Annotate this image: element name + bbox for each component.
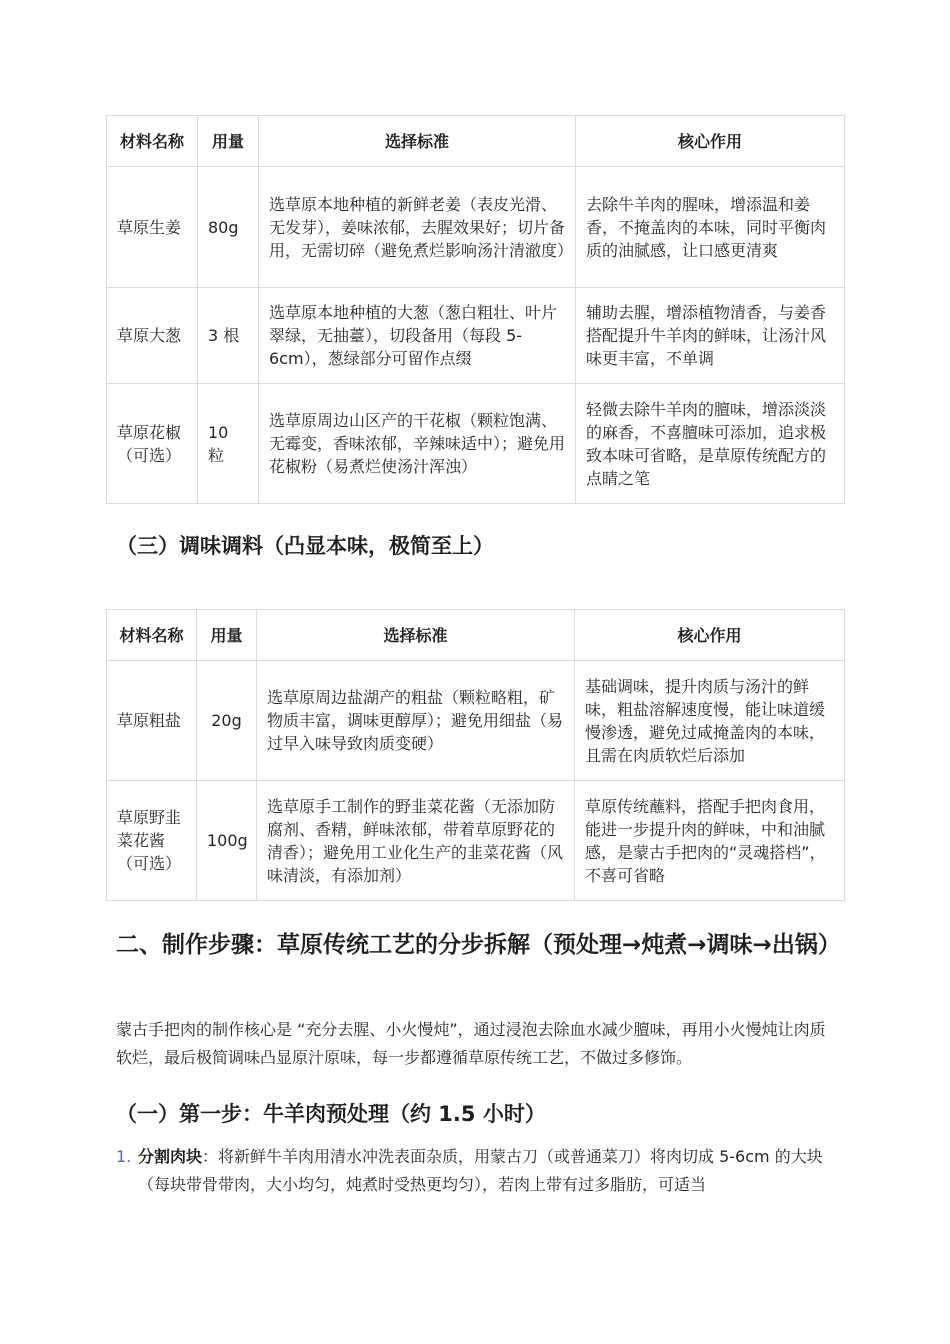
list-item-label: 分割肉块 (138, 1147, 203, 1166)
cell-name: 草原生姜 (107, 167, 198, 288)
section-heading-steps: 二、制作步骤：草原传统工艺的分步拆解（预处理→炖煮→调味→出锅） (116, 932, 841, 958)
cell-amount: 20g (197, 661, 257, 781)
list-item-text: ：将新鲜牛羊肉用清水冲洗表面杂质，用蒙古刀（或普通菜刀）将肉切成 5-6cm 的大块（每块带骨带肉，大小均匀，炖煮时受热更均匀），若肉上带有过多脂肪，可适当 (138, 1147, 823, 1194)
cell-name: 草原野韭菜花酱（可选） (107, 781, 197, 901)
list-item (116, 1143, 832, 1199)
table-row (107, 167, 845, 288)
list-item-number: 1. (116, 1147, 132, 1166)
header-role: 核心作用 (576, 116, 845, 167)
cell-role: 基础调味，提升肉质与汤汁的鲜味，粗盐溶解速度慢，能让味道缓慢渗透，避免过咸掩盖肉的本味，且需在肉质软烂后添加 (575, 661, 845, 781)
cell-name: 草原大葱 (107, 288, 198, 384)
cell-criteria: 选草原本地种植的大葱（葱白粗壮、叶片翠绿，无抽薹），切段备用（每段 5-6cm），葱绿部分可留作点缀 (259, 288, 576, 384)
header-criteria: 选择标准 (259, 116, 576, 167)
cell-criteria: 选草原周边山区产的干花椒（颗粒饱满、无霉变，香味浓郁，辛辣味适中）；避免用花椒粉（易煮烂使汤汁浑浊） (259, 384, 576, 504)
table-row (107, 781, 845, 901)
cell-amount: 80g (198, 167, 259, 288)
cell-role: 去除牛羊肉的腥味，增添温和姜香，不掩盖肉的本味，同时平衡肉质的油腻感，让口感更清爽 (576, 167, 845, 288)
step1-title: （一）第一步：牛羊肉预处理（约 1.5 小时） (116, 1102, 546, 1126)
header-material-name: 材料名称 (107, 116, 198, 167)
cell-amount: 100g (197, 781, 257, 901)
cell-amount: 3 根 (198, 288, 259, 384)
section-title-seasoning: （三）调味调料（凸显本味，极简至上） (116, 534, 494, 558)
intro-paragraph: 蒙古手把肉的制作核心是 “充分去腥、小火慢炖”，通过浸泡去除血水减少膻味，再用小火慢炖让肉质软烂，最后极简调味凸显原汁原味，每一步都遵循草原传统工艺，不做过多修饰。 (116, 1020, 826, 1067)
header-amount: 用量 (197, 610, 257, 661)
header-criteria: 选择标准 (257, 610, 575, 661)
table-row (107, 384, 845, 504)
header-material-name: 材料名称 (107, 610, 197, 661)
table-header-row (107, 116, 845, 167)
table-row (107, 288, 845, 384)
cell-role: 辅助去腥，增添植物清香，与姜香搭配提升牛羊肉的鲜味，让汤汁风味更丰富，不单调 (576, 288, 845, 384)
header-amount: 用量 (198, 116, 259, 167)
table-row (107, 661, 845, 781)
cell-name: 草原花椒（可选） (107, 384, 198, 504)
table-header-row (107, 610, 845, 661)
ingredients-table-seasoning (106, 609, 845, 901)
ingredients-table-aromatics (106, 115, 845, 504)
cell-amount: 10 粒 (198, 384, 259, 504)
cell-name: 草原粗盐 (107, 661, 197, 781)
cell-criteria: 选草原周边盐湖产的粗盐（颗粒略粗，矿物质丰富，调味更醇厚）；避免用细盐（易过早入味导致肉质变硬） (257, 661, 575, 781)
cell-criteria: 选草原手工制作的野韭菜花酱（无添加防腐剂、香精，鲜味浓郁，带着草原野花的清香）；避免用工业化生产的韭菜花酱（风味清淡，有添加剂） (257, 781, 575, 901)
cell-role: 轻微去除牛羊肉的膻味，增添淡淡的麻香，不喜膻味可添加，追求极致本味可省略，是草原传统配方的点睛之笔 (576, 384, 845, 504)
cell-criteria: 选草原本地种植的新鲜老姜（表皮光滑、无发芽），姜味浓郁，去腥效果好；切片备用，无需切碎（避免煮烂影响汤汁清澈度） (259, 167, 576, 288)
header-role: 核心作用 (575, 610, 845, 661)
cell-role: 草原传统蘸料，搭配手把肉食用，能进一步提升肉的鲜味，中和油腻感，是蒙古手把肉的“灵魂搭档”，不喜可省略 (575, 781, 845, 901)
list-item-body (138, 1143, 832, 1199)
